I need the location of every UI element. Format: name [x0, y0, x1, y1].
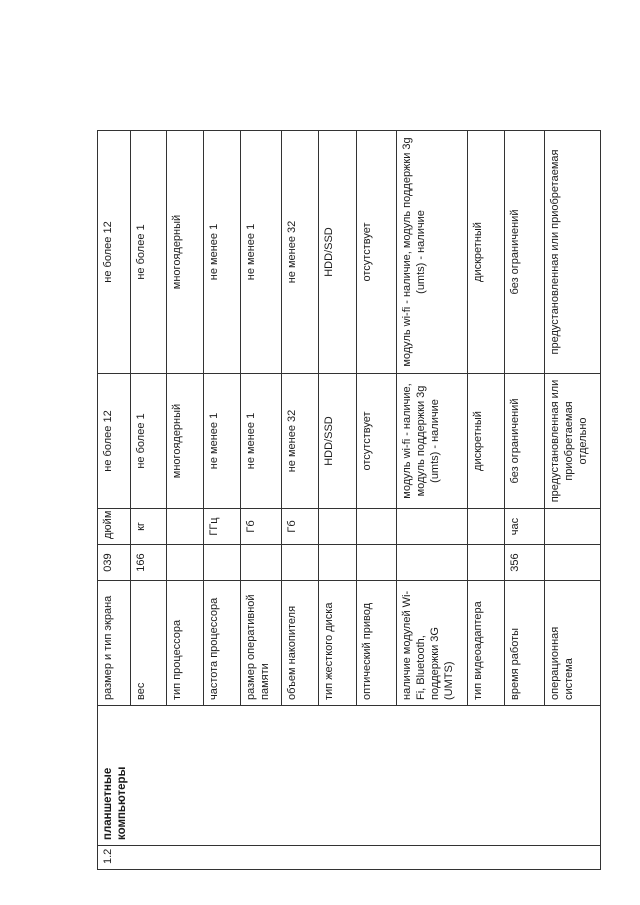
value-cell: отсутствует: [356, 374, 397, 509]
value-cell: не более 1: [131, 374, 166, 509]
value-cell: без ограничений: [505, 374, 544, 509]
value-cell: дискретный: [467, 374, 504, 509]
code-cell: [397, 545, 468, 581]
value-cell: модуль wi-fi - наличие, модуль поддержки 3g (umts) - наличие: [397, 374, 468, 509]
unit-cell: Гб: [241, 509, 282, 545]
value2-cell: не менее 1: [241, 131, 282, 374]
unit-cell: [467, 509, 504, 545]
code-cell: [203, 545, 240, 581]
code-cell: [356, 545, 397, 581]
param-cell: размер и тип экрана: [98, 581, 131, 706]
value-cell: многоядерный: [166, 374, 203, 509]
unit-cell: дюйм: [98, 509, 131, 545]
unit-cell: [166, 509, 203, 545]
rotated-page: [97, 130, 601, 870]
value-cell: не менее 1: [203, 374, 240, 509]
value2-cell: не более 12: [98, 131, 131, 374]
code-cell: [281, 545, 318, 581]
param-cell: объем накопителя: [281, 581, 318, 706]
value-cell: не менее 32: [281, 374, 318, 509]
code-cell: 356: [505, 545, 544, 581]
code-cell: 039: [98, 545, 131, 581]
value2-cell: не менее 32: [281, 131, 318, 374]
value2-cell: не менее 1: [203, 131, 240, 374]
section-name: планшетные компьютеры: [98, 706, 601, 846]
value-cell: не более 12: [98, 374, 131, 509]
code-cell: [544, 545, 600, 581]
code-cell: 166: [131, 545, 166, 581]
unit-cell: час: [505, 509, 544, 545]
value2-cell: предустановленная или приобретаемая: [544, 131, 600, 374]
param-cell: оптический привод: [356, 581, 397, 706]
value2-cell: дискретный: [467, 131, 504, 374]
value2-cell: модуль wi-fi - наличие, модуль поддержки 3g (umts) - наличие: [397, 131, 468, 374]
unit-cell: [397, 509, 468, 545]
unit-cell: Гб: [281, 509, 318, 545]
table-row: [98, 131, 131, 870]
unit-cell: [544, 509, 600, 545]
section-number: 1.2: [98, 846, 601, 870]
value2-cell: многоядерный: [166, 131, 203, 374]
unit-cell: ГГц: [203, 509, 240, 545]
code-cell: [467, 545, 504, 581]
value-cell: предустановленная или приобретаемая отдельно: [544, 374, 600, 509]
value-cell: не менее 1: [241, 374, 282, 509]
value2-cell: HDD/SSD: [319, 131, 356, 374]
spec-table: [97, 130, 601, 870]
param-cell: размер оперативной памяти: [241, 581, 282, 706]
param-cell: операционная система: [544, 581, 600, 706]
value-cell: HDD/SSD: [319, 374, 356, 509]
code-cell: [166, 545, 203, 581]
param-cell: вес: [131, 581, 166, 706]
unit-cell: кг: [131, 509, 166, 545]
unit-cell: [319, 509, 356, 545]
value2-cell: без ограничений: [505, 131, 544, 374]
value2-cell: отсутствует: [356, 131, 397, 374]
value2-cell: не более 1: [131, 131, 166, 374]
code-cell: [241, 545, 282, 581]
param-cell: наличие модулей Wi-Fi, Bluetooth, поддержки 3G (UMTS): [397, 581, 468, 706]
param-cell: тип жесткого диска: [319, 581, 356, 706]
param-cell: время работы: [505, 581, 544, 706]
unit-cell: [356, 509, 397, 545]
code-cell: [319, 545, 356, 581]
param-cell: частота процессора: [203, 581, 240, 706]
param-cell: тип процессора: [166, 581, 203, 706]
param-cell: тип видеоадаптера: [467, 581, 504, 706]
